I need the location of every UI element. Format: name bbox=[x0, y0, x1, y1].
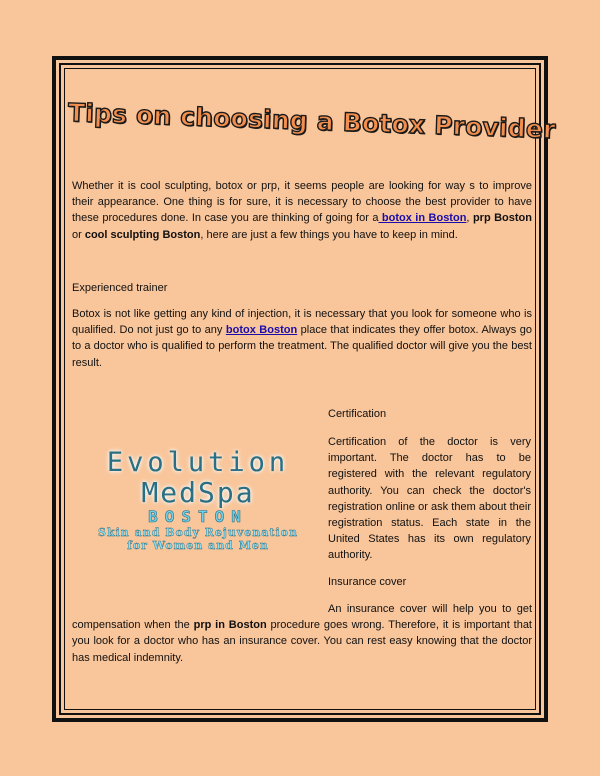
logo-line-boston: BOSTON bbox=[148, 507, 248, 526]
logo-line-medspa: MedSpa bbox=[141, 476, 255, 509]
botox-boston-link[interactable]: botox Boston bbox=[225, 324, 298, 337]
intro-text: , bbox=[466, 212, 473, 225]
insurance-cover-heading: Insurance cover bbox=[328, 576, 407, 588]
intro-paragraph bbox=[72, 178, 532, 243]
intro-text: Whether it is cool sculpting, botox or prp, it seems people are looking for way s to improve their appearance. One thing is for sure, it is necessary to choose the best provider to have these procedures done. In case you are thinking of going for a bbox=[72, 180, 532, 225]
botox-in-boston-link[interactable]: botox in Boston bbox=[378, 212, 467, 225]
logo-tagline-1: Skin and Body Rejuvenation bbox=[98, 526, 298, 539]
intro-text: or bbox=[72, 228, 85, 241]
section-text: An insurance cover will help you to get compensation when the bbox=[72, 603, 532, 632]
logo-line-evolution: Evolution bbox=[106, 447, 290, 478]
evolution-medspa-logo bbox=[76, 448, 320, 576]
certification-heading: Certification bbox=[328, 408, 387, 420]
certification-paragraph: Certification of the doctor is very important. The doctor has to be registered with the relevant regulatory authority. You can check the doctor's registration online or ask them about their registration status. Each state in the United States has its own regulatory authority. bbox=[328, 436, 531, 562]
page-title: Tips on choosing a Botox Provider bbox=[67, 98, 557, 145]
section-text: place that indicates they offer botox. Always go to a doctor who is qualified to perform the treatment. The qualified doctor will give you the best result. bbox=[72, 324, 532, 369]
cool-sculpting-keyword: cool sculpting Boston bbox=[84, 228, 201, 241]
logo-tagline-2: for Women and Men bbox=[127, 539, 269, 552]
insurance-cover-paragraph bbox=[72, 601, 532, 666]
prp-in-boston-keyword: prp in Boston bbox=[193, 619, 267, 632]
section-text: Botox is not like getting any kind of injection, it is necessary that you look for someone who is qualified. Do not just go to any bbox=[72, 308, 532, 337]
section-text: procedure goes wrong. Therefore, it is important that you look for a doctor who has an insurance cover. You can rest easy knowing that the doctor has medical indemnity. bbox=[72, 619, 532, 664]
prp-boston-keyword: prp Boston bbox=[472, 212, 532, 225]
experienced-trainer-paragraph bbox=[72, 306, 532, 371]
intro-text: , here are just a few things you have to keep in mind. bbox=[200, 228, 458, 241]
experienced-trainer-heading: Experienced trainer bbox=[72, 282, 168, 294]
